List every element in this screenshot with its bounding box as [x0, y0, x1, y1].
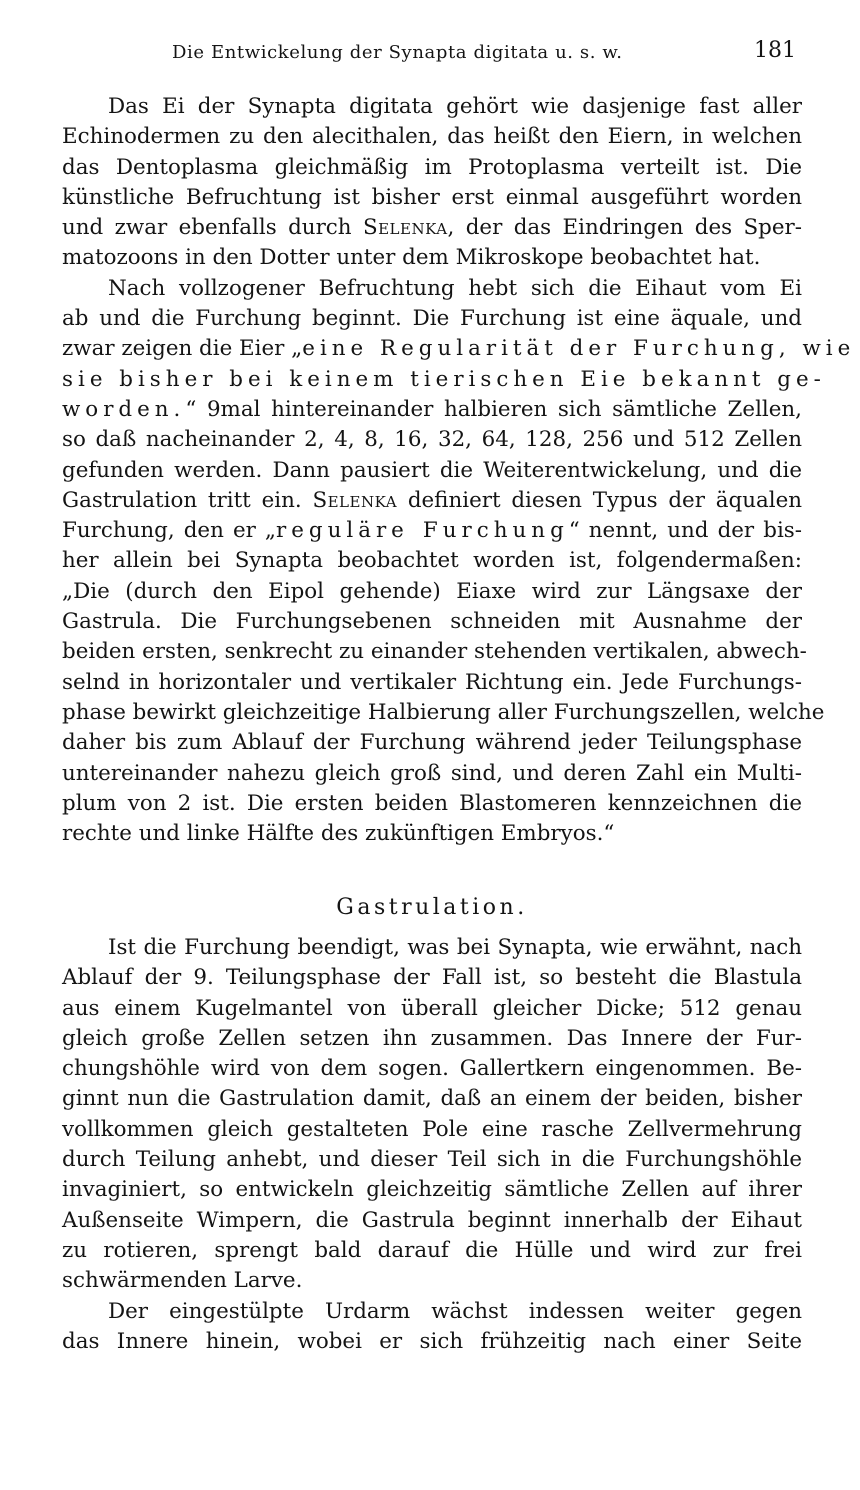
- text-line: schwärmenden Larve.: [62, 1268, 303, 1294]
- text-line: zu rotieren, sprengt bald darauf die Hülle und wird zur frei: [62, 1237, 802, 1263]
- text-line: so daß nacheinander 2, 4, 8, 16, 32, 64, 128, 256 und 512 Zellen: [62, 427, 802, 453]
- text-line: untereinander nahezu gleich groß sind, und deren Zahl ein Multi-: [62, 760, 802, 786]
- text-line: Außenseite Wimpern, die Gastrula beginnt innerhalb der Eihaut: [62, 1207, 802, 1233]
- text-run: Gastrulation tritt ein.: [62, 487, 313, 513]
- text-line: her allein bei Synapta beobachtet worden ist, folgendermaßen:: [62, 548, 802, 574]
- page-number: 181: [754, 38, 796, 63]
- text-line: Echinodermen zu den alecithalen, das heißt den Eiern, in welchen: [62, 124, 802, 150]
- text-line: [62, 365, 826, 395]
- text-line: [62, 334, 856, 364]
- text-line: „Die (durch den Eipol gehende) Eiaxe wird zur Längsaxe der: [62, 578, 802, 604]
- text-run: “ 9mal hintereinander halbieren sich sämtliche Zellen,: [185, 396, 802, 422]
- text-line: das Dentoplasma gleichmäßig im Protoplasma verteilt ist. Die: [62, 154, 802, 180]
- text-line: rechte und linke Hälfte des zukünftigen Embryos.“: [62, 821, 615, 847]
- spaced-quote: eine Regularität der Furchung, wie: [302, 336, 856, 362]
- text-line: Das Ei der Synapta digitata gehört wie dasjenige fast aller: [108, 94, 802, 119]
- running-head: Die Entwickelung der Synapta digitata u. s. w.: [172, 42, 623, 63]
- spaced-quote: worden.: [62, 396, 186, 422]
- text-line: invaginiert, so entwickeln gleichzeitig sämtliche Zellen auf ihrer: [62, 1177, 802, 1203]
- text-line: Nach vollzogener Befruchtung hebt sich die Eihaut vom Ei: [108, 275, 802, 301]
- paragraph-4: [62, 1297, 802, 1358]
- text-line: selnd in horizontaler und vertikaler Richtung ein. Jede Furchungs-: [62, 669, 802, 695]
- author-name: Selenka: [362, 215, 448, 241]
- text-line: gefunden werden. Dann pausiert die Weiterentwickelung, und die: [62, 457, 802, 483]
- spaced-term: reguläre Furchung: [276, 518, 569, 544]
- text-line: chungshöhle wird von dem sogen. Gallertkern eingenommen. Be-: [62, 1056, 802, 1082]
- body-text-lower: [62, 933, 802, 1357]
- text-line: beiden ersten, senkrecht zu einander stehenden vertikalen, abwech-: [62, 639, 807, 665]
- text-line: Gastrula. Die Furchungsebenen schneiden mit Ausnahme der: [62, 609, 802, 635]
- text-line: plum von 2 ist. Die ersten beiden Blastomeren kennzeichnen die: [62, 790, 802, 816]
- text-line: [62, 486, 802, 516]
- text-line: vollkommen gleich gestalteten Pole eine rasche Zellvermehrung: [62, 1116, 802, 1142]
- text-line: aus einem Kugelmantel von überall gleicher Dicke; 512 genau: [62, 995, 802, 1021]
- text-line: ab und die Furchung beginnt. Die Furchung ist eine äquale, und: [62, 306, 802, 332]
- text-line: [62, 395, 802, 425]
- text-run: definiert diesen Typus der äqualen: [397, 487, 802, 513]
- text-line: [62, 213, 802, 243]
- text-line: ginnt nun die Gastrulation damit, daß an einem der beiden, bisher: [62, 1086, 802, 1112]
- text-run: und zwar ebenfalls durch: [62, 215, 363, 241]
- paragraph-1: [62, 92, 802, 274]
- text-line: künstliche Befruchtung ist bisher erst einmal ausgeführt worden: [62, 184, 802, 210]
- text-line: [62, 516, 802, 546]
- text-line: das Innere hinein, wobei er sich frühzeitig nach einer Seite: [62, 1328, 802, 1354]
- author-name: Selenka: [312, 487, 398, 513]
- text-line: phase bewirkt gleichzeitige Halbierung aller Furchungszellen, welche: [62, 699, 825, 725]
- text-line: gleich große Zellen setzen ihn zusammen. Das Innere der Fur-: [62, 1025, 802, 1051]
- text-line: matozoons in den Dotter unter dem Mikroskope beobachtet hat.: [62, 245, 761, 271]
- page-header: [62, 38, 802, 74]
- paragraph-2: [62, 274, 856, 850]
- text-run: , der das Eindringen des Sper-: [447, 215, 802, 241]
- text-run: “ nennt, und der bis-: [568, 518, 802, 544]
- text-run: zwar zeigen die Eier „: [62, 336, 303, 362]
- text-line: daher bis zum Ablauf der Furchung während jeder Teilungsphase: [62, 730, 802, 756]
- body-text-upper: [62, 92, 856, 849]
- section-heading: Gastrulation.: [336, 895, 528, 920]
- paragraph-3: [62, 933, 802, 1297]
- text-line: Der eingestülpte Urdarm wächst indessen weiter gegen: [108, 1298, 802, 1324]
- text-line: Ist die Furchung beendigt, was bei Synapta, wie erwähnt, nach: [108, 935, 802, 960]
- text-line: durch Teilung anhebt, und dieser Teil sich in die Furchungshöhle: [62, 1147, 802, 1173]
- text-run: Furchung, den er „: [62, 518, 276, 544]
- spaced-quote: sie bisher bei keinem tierischen Eie bekannt ge-: [62, 366, 826, 392]
- text-line: Ablauf der 9. Teilungsphase der Fall ist, so besteht die Blastula: [62, 965, 802, 991]
